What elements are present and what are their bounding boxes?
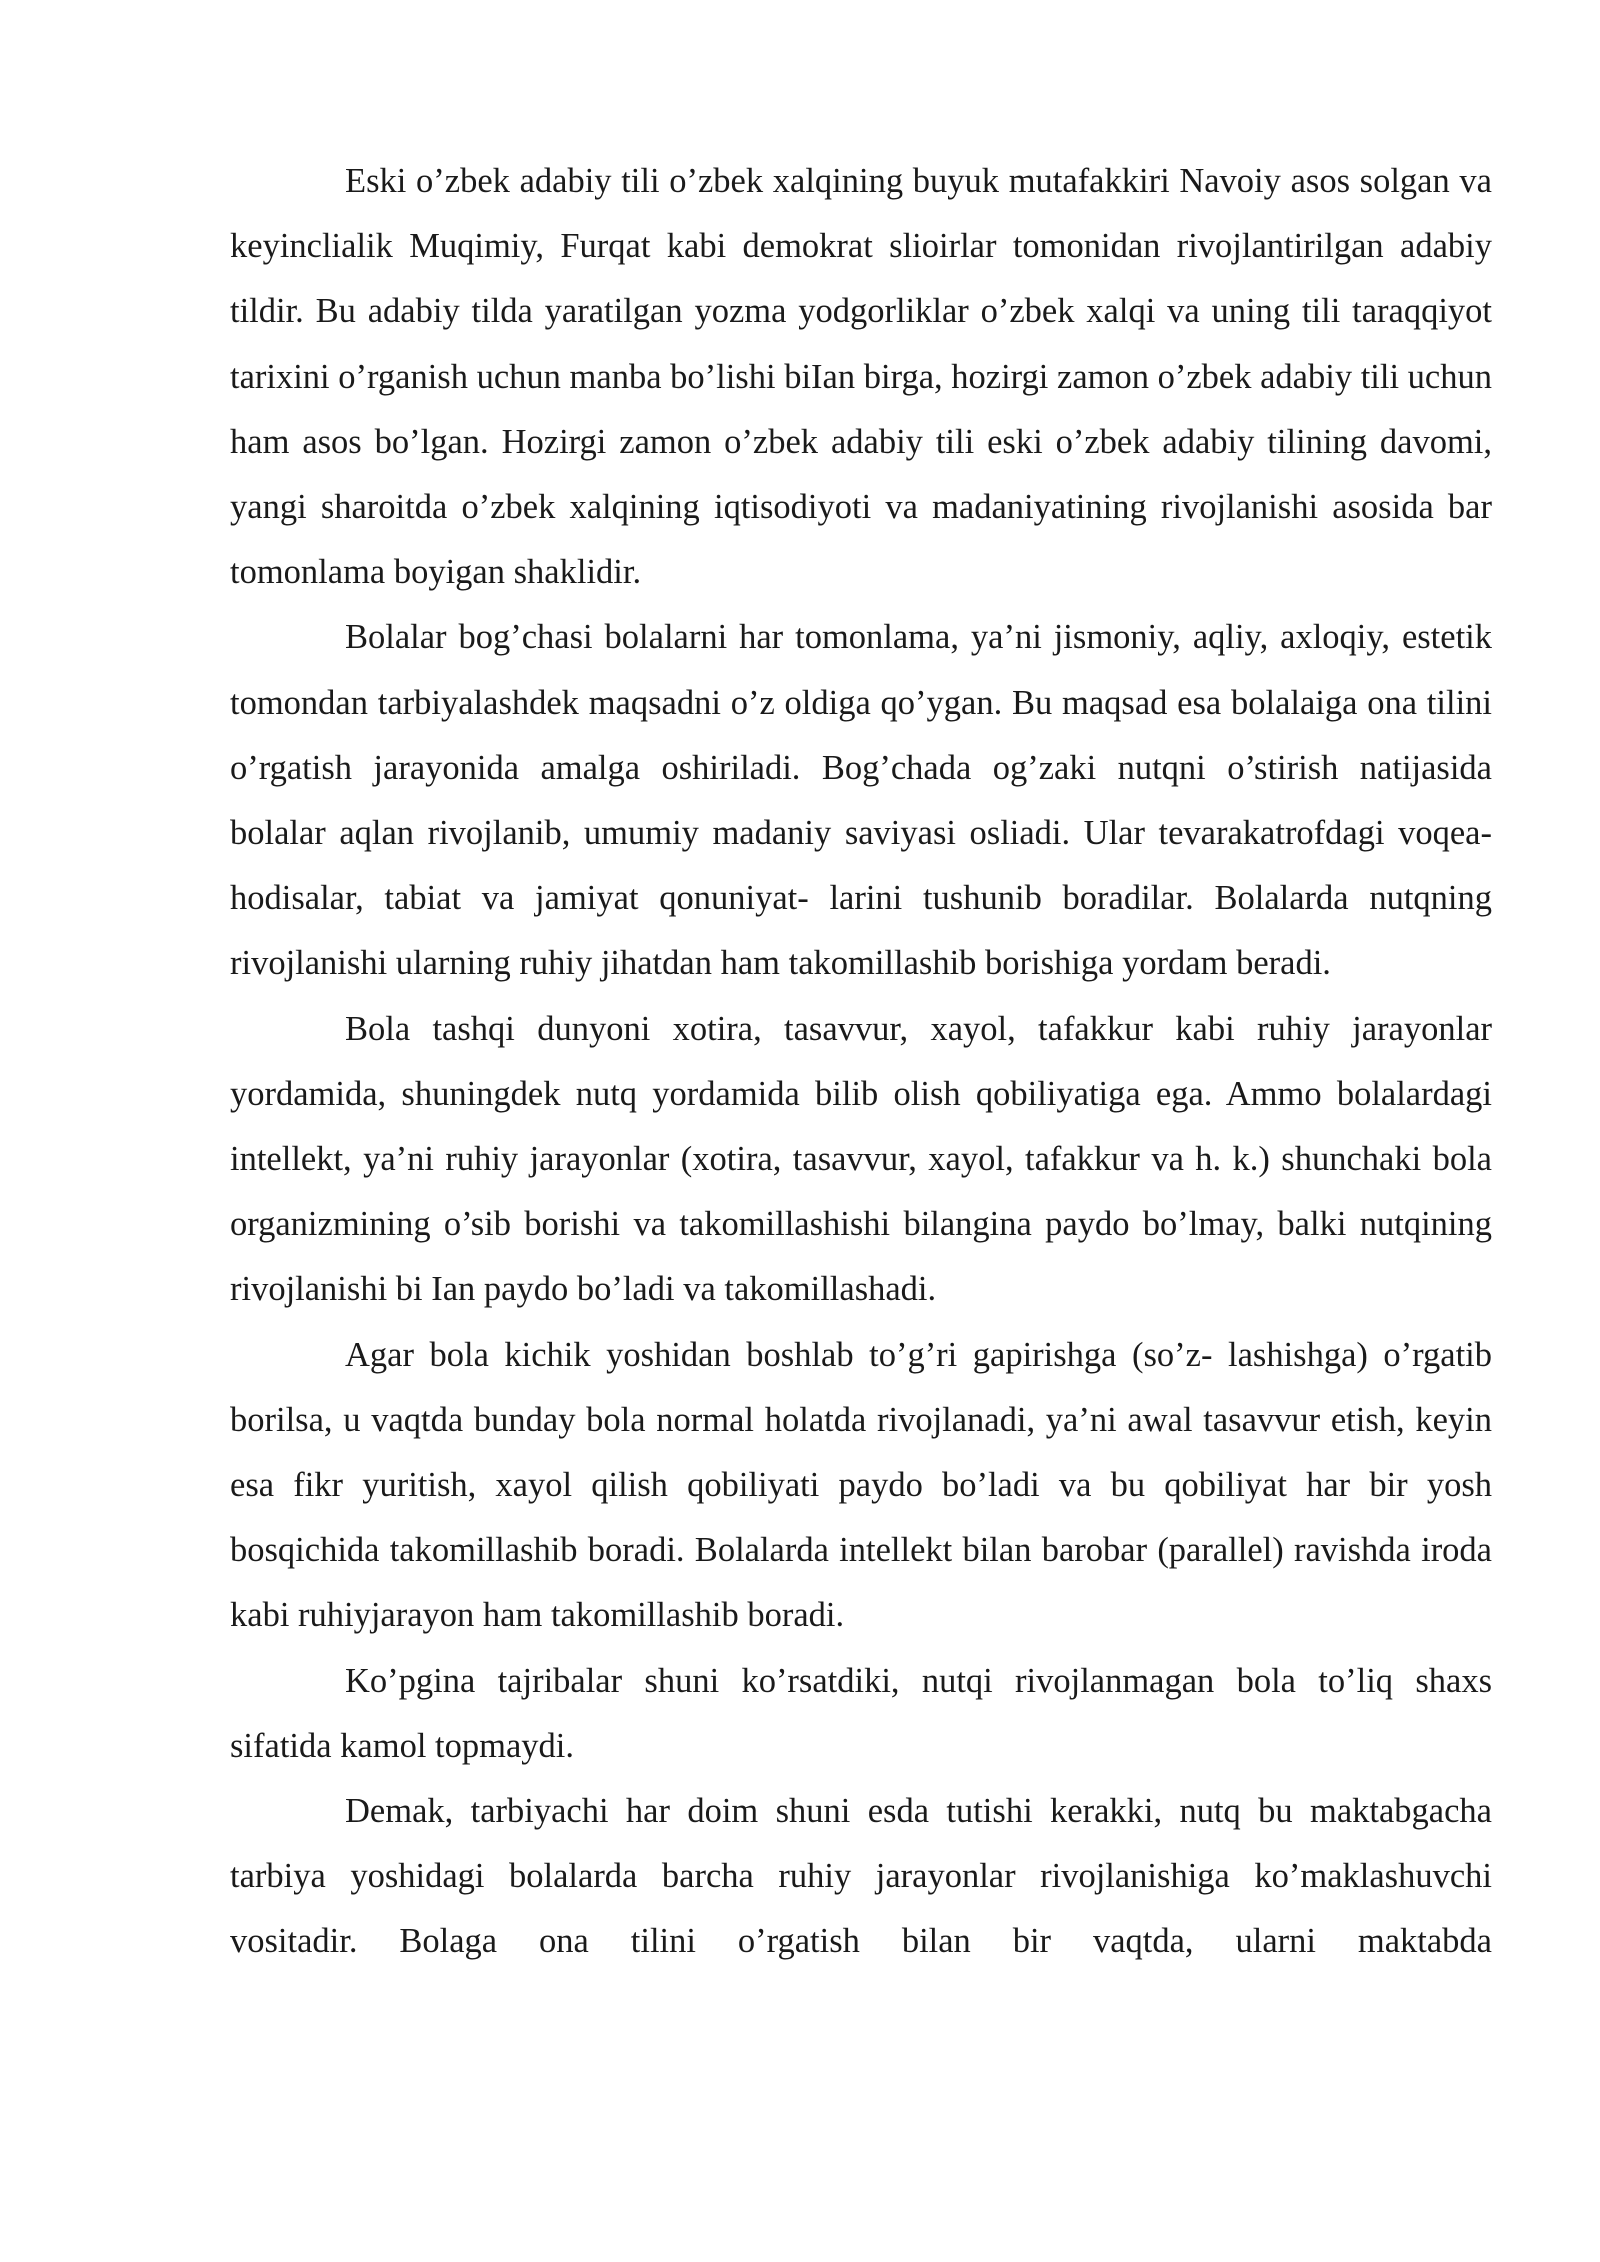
paragraph-4: Agar bola kichik yoshidan boshlab to’g’ri gapirishga (so’z- lashishga) o’rgatib borilsa, u vaqtda bunday bola normal holatda rivojlanadi, ya’ni awal tasavvur etish, keyin esa fikr yuritish, xayol qilish qobiliyati paydo bo’ladi va bu qobiliyat har bir yosh bosqichida takomillashib boradi. Bolalarda intellekt bilan barobar (parallel) ravishda iroda kabi ruhiyjarayon ham takomillashib boradi. (230, 1335, 1492, 1635)
paragraph-1: Eski o’zbek adabiy tili o’zbek xalqining buyuk mutafakkiri Navoiy asos solgan va keyinclialik Muqimiy, Furqat kabi demokrat slioirlar tomonidan rivojlantirilgan adabiy tildir. Bu adabiy tilda yaratilgan yozma yodgorliklar o’zbek xalqi va uning tili taraqqiyot tarixini o’rganish uchun manba bo’lishi biIan birga, hozirgi zamon o’zbek adabiy tili uchun ham asos bo’lgan. Hozirgi zamon o’zbek adabiy tili eski o’zbek adabiy tilining davomi, yangi sharoitda o’zbek xalqining iqtisodiyoti va madaniyatining rivojlanishi asosida bar tomonlama boyigan shaklidir. (230, 162, 1492, 592)
paragraph-2: Bolalar bog’chasi bolalarni har tomonlama, ya’ni jismoniy, aqliy, axloqiy, estetik tomondan tarbiyalashdek maqsadni o’z oldiga qo’ygan. Bu maqsad esa bolalaiga ona tilini o’rgatish jarayonida amalga oshiriladi. Bog’chada og’zaki nutqni o’stirish natijasida bolalar aqlan rivojlanib, umumiy madaniy saviyasi osliadi. Ular tevarakatrofdagi voqea-hodisalar, tabiat va jamiyat qonuniyat- larini tushunib boradilar. Bolalarda nutqning rivojlanishi ularning ruhiy jihatdan ham takomillashib borishiga yordam beradi. (230, 618, 1492, 983)
paragraph-6: Demak, tarbiyachi har doim shuni esda tutishi kerakki, nutq bu maktabgacha tarbiya yoshidagi bolalarda barcha ruhiy jarayonlar rivojlanishiga ko’maklashuvchi vositadir. Bolaga ona tilini o’rgatish bilan bir vaqtda, ularni maktabda (230, 1792, 1492, 1961)
paragraph-5: Ko’pgina tajribalar shuni ko’rsatdiki, nutqi rivojlanmagan bola to’liq shaxs sifatida kamol topmaydi. (230, 1661, 1492, 1765)
document-body (230, 149, 1492, 1975)
paragraph-3: Bola tashqi dunyoni xotira, tasavvur, xayol, tafakkur kabi ruhiy jarayonlar yordamida, shuningdek nutq yordamida bilib olish qobiliyatiga ega. Ammo bolalardagi intellekt, ya’ni ruhiy jarayonlar (xotira, tasavvur, xayol, tafakkur va h. k.) shunchaki bola organizmining o’sib borishi va takomillashishi bilangina paydo bo’lmay, balki nutqining rivojlanishi bi Ian paydo bo’ladi va takomillashadi. (230, 1009, 1492, 1309)
